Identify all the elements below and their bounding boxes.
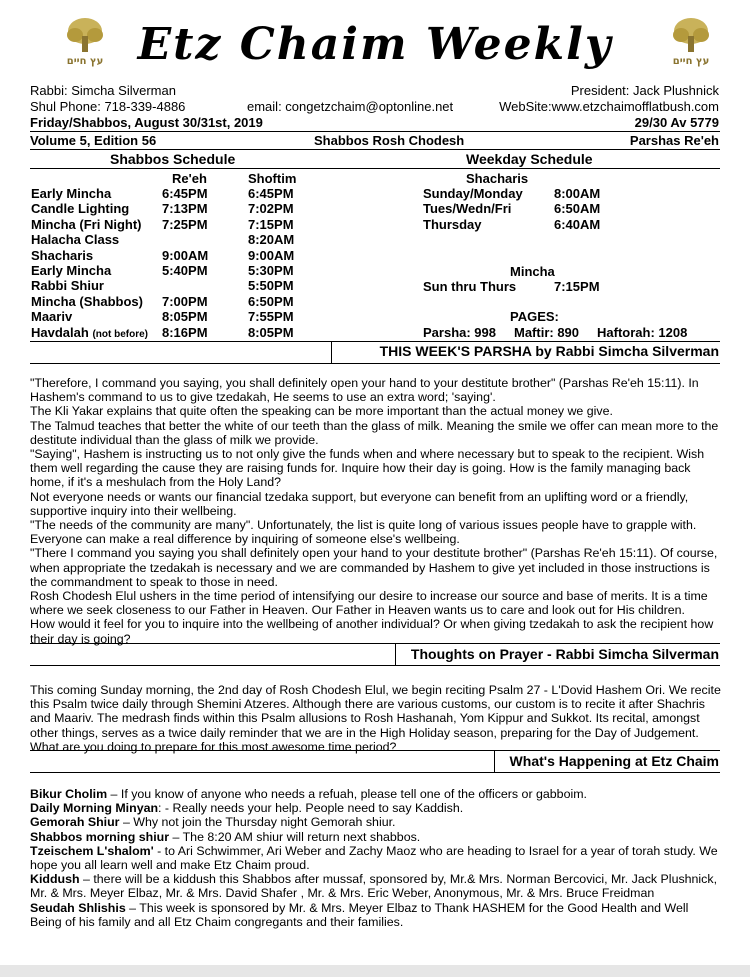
maftir-page: Maftir: 890 [514,325,580,340]
weekday-time: 6:50AM [554,201,601,217]
item-label: Shabbos morning shiur [30,829,170,844]
schedule-time [162,232,208,247]
list-item [30,801,722,815]
divider [30,168,720,169]
list-item [30,787,722,801]
schedule-label: Early Mincha [31,186,112,201]
article-paragraph: What are you doing to prepare for this most awesome time period? [30,739,397,754]
mincha-time: 7:15PM [554,279,600,294]
pages-title: PAGES: [510,309,559,324]
divider [30,772,720,773]
schedule-label: Early Mincha [31,262,112,278]
shacharis-title: Shacharis [466,171,529,186]
weekday-day: Thursday [423,216,482,232]
col-reeh-header: Re'eh [172,171,207,186]
weekday-time: 8:00AM [554,186,601,201]
schedule-time: 9:00AM [248,247,295,263]
schedule-label: Maariv [31,309,73,325]
schedule-time: 6:45PM [162,186,208,201]
parsha-page: Parsha: 998 [423,325,496,340]
svg-text:עץ חיים: עץ חיים [66,56,104,67]
item-text: – The 8:20 AM shiur will return next shabbos. [169,829,421,844]
list-item [30,901,722,929]
item-text: – Why not join the Thursday night Gemorah shiur. [119,815,396,830]
list-item [30,844,722,872]
weekday-schedule-title: Weekday Schedule [466,151,593,167]
schedule-label: Candle Lighting [31,201,130,217]
list-item [30,872,722,900]
item-text: : - Really needs your help. People need to say Kaddish. [158,801,464,816]
english-date: Friday/Shabbos, August 30/31st, 2019 [30,115,263,130]
havdalah-note: (not before) [92,328,148,340]
item-label: Bikur Cholim [30,787,108,801]
article-paragraph: The Kli Yakar explains that quite often the speaking can be more important than the actual money we give. [30,404,613,419]
website: WebSite:www.etzchaimofflatbush.com [499,99,719,114]
schedule-time: 9:00AM [162,247,209,263]
divider [30,750,720,751]
schedule-time: 8:05PM [248,324,294,340]
happening-list [30,787,722,929]
divider [30,131,720,132]
schedule-label: Shacharis [31,247,94,263]
hebrew-date: 29/30 Av 5779 [634,115,719,130]
divider [30,643,720,644]
masthead-title: Etz Chaim Weekly [137,19,613,70]
schedule-label: Mincha (Fri Night) [31,216,142,232]
havdalah-label: Havdalah [31,324,89,340]
schedule-time: 8:20AM [248,232,295,248]
article-paragraph: Rosh Chodesh Elul ushers in the time period of intensifying our desire to increase our source and base of merits. It is a time where we seek closeness to our Father in Heaven. Our Father in Heaven wants us to care and look out for His children. [30,589,708,618]
president-name: President: Jack Plushnick [570,83,719,98]
schedule-time [162,278,208,293]
shabbos-labels [31,186,148,340]
article-paragraph: This coming Sunday morning, the 2nd day of Rosh Chodesh Elul, we begin reciting Psalm 27 - L'Dovid Hashem Ori. We recite this Psalm twice daily through Shemini Atzeres. Although there are various customs, our custom is to recite it after Shachris and Maariv. The medrash finds within this Psalm allusions to Rosh Hashanah, Yom Kippur and Sukkot. Its recital, amongst other things, serves as a twice daily reminder that we are in the High Holiday season, preparing for the Day of Judgement. [30,683,721,740]
schedule-time: 7:00PM [162,293,208,309]
page-bottom-edge [0,965,750,977]
item-text: – This week is sponsored by Mr. & Mrs. Meyer Elbaz to Thank HASHEM for the Good Health and Well Being of his family and all Etz Chaim congregants and their families. [30,900,689,929]
haftorah-page: Haftorah: 1208 [597,325,688,340]
havdalah-row-label [31,325,148,340]
item-label: Seudah Shlishis [30,900,126,915]
item-label: Gemorah Shiur [30,815,120,830]
schedule-time: 7:25PM [162,216,208,232]
weekday-time: 6:40AM [554,216,601,232]
prayer-article [30,683,722,754]
weekday-shacharis-times [554,186,600,232]
schedule-time: 8:16PM [162,324,208,340]
weekday-day: Tues/Wedn/Fri [423,201,512,217]
schedule-time: 7:13PM [162,201,208,217]
divider [30,665,720,666]
schedule-time: 8:05PM [162,309,208,325]
item-label: Tzeischem L'shalom' [30,843,154,858]
weekday-day: Sunday/Monday [423,186,523,201]
article-paragraph: "There I command you saying you shall definitely open your hand to your destitute brother" (Parshas Re'eh 15:11). Of course, when appropriate the tzedakah is necessary and we are commanded by Hashem to give yet included in those instructions is the commandment to speak to those in need. [30,546,718,589]
shabbos-schedule-title: Shabbos Schedule [110,151,236,167]
schedule-time: 7:15PM [248,216,294,232]
list-item [30,830,722,844]
schedule-time: 6:45PM [248,186,294,201]
schedule-label: Halacha Class [31,232,120,248]
section-bar-edge [331,341,332,363]
schedule-time: 7:02PM [248,201,294,217]
item-text: – If you know of anyone who needs a refuah, please tell one of the officers or gabboim. [107,787,587,801]
shabbos-shoftim-times [248,186,294,340]
article-paragraph: "Therefore, I command you saying, you shall definitely open your hand to your destitute brother" (Parshas Re'eh 15:11). In Hashem's command to us to give tzedakah, He seems to use an extra word; 'saying'. [30,376,699,405]
shabbos-reeh-times [162,186,208,340]
article-paragraph: The Talmud teaches that better the white of our teeth than the glass of milk. Meaning the smile we offer can mean more to the destitute individual than the glass of milk we provide. [30,418,719,447]
schedule-label: Rabbi Shiur [31,278,104,294]
email-address: email: congetzchaim@optonline.net [247,99,454,114]
article-paragraph: Not everyone needs or wants our financial tzedaka support, but everyone can benefit from an uplifting word or a friendly, supportive inquiry into their wellbeing. [30,489,689,518]
item-label: Daily Morning Minyan [30,801,159,816]
divider [30,363,720,364]
col-shoftim-header: Shoftim [248,171,297,186]
article-paragraph: "The needs of the community are many". Unfortunately, the list is quite long of various issues people have to grapple with. Everyone can make a real difference by inquiring of someone else's wellbeing. [30,518,697,547]
section-bar-edge [395,643,396,665]
volume-edition: Volume 5, Edition 56 [30,133,157,148]
mincha-days: Sun thru Thurs [423,279,517,294]
schedule-time: 5:40PM [162,262,208,278]
mincha-title: Mincha [510,264,555,279]
schedule-time: 5:30PM [248,262,294,278]
occasion: Shabbos Rosh Chodesh [314,133,465,148]
article-paragraph: "Saying", Hashem is instructing us to not only give the funds when and where necessary but to speak to the recipient. Wish them well regarding the cause they are raising funds for. Inquire how their day is going. How is the family managing back home, if it's a meshulach from the Holy Land? [30,447,705,490]
happening-section-title: What's Happening at Etz Chaim [509,753,719,769]
schedule-time: 6:50PM [248,293,294,309]
parsha-article [30,376,722,646]
rabbi-name: Rabbi: Simcha Silverman [30,83,176,98]
schedule-time: 7:55PM [248,309,294,325]
parsha-section-title: THIS WEEK'S PARSHA by Rabbi Simcha Silverman [379,343,719,359]
shul-phone: Shul Phone: 718-339-4886 [30,99,186,114]
weekday-shacharis-days [423,186,523,232]
schedule-label: Mincha (Shabbos) [31,293,143,309]
parsha-name: Parshas Re'eh [629,133,719,148]
schedule-time: 5:50PM [248,278,294,294]
prayer-section-title: Thoughts on Prayer - Rabbi Simcha Silverman [410,646,719,662]
item-text: – there will be a kiddush this Shabbos after mussaf, sponsored by, Mr.& Mrs. Norman Bercovici, Mr. Jack Plushnick, Mr. & Mrs. Meyer Elbaz, Mr. & Mrs. David Shafer , Mr. & Mrs. Eric Weber, Anonymous, Mr. & Mrs. Bruce Freidman [30,872,718,901]
section-bar-edge [494,750,495,772]
item-text: - to Ari Schwimmer, Ari Weber and Zachy Maoz who are heading to Israel for a year of torah study. We hope you all learn well and make Etz Chaim proud. [30,843,718,873]
article-paragraph: How would it feel for you to inquire into the wellbeing of another individual? Or when giving tzedakah to ask the recipient how their day is going? [30,617,714,646]
list-item [30,815,722,829]
svg-text:עץ חיים: עץ חיים [672,56,710,67]
item-label: Kiddush [30,872,80,887]
